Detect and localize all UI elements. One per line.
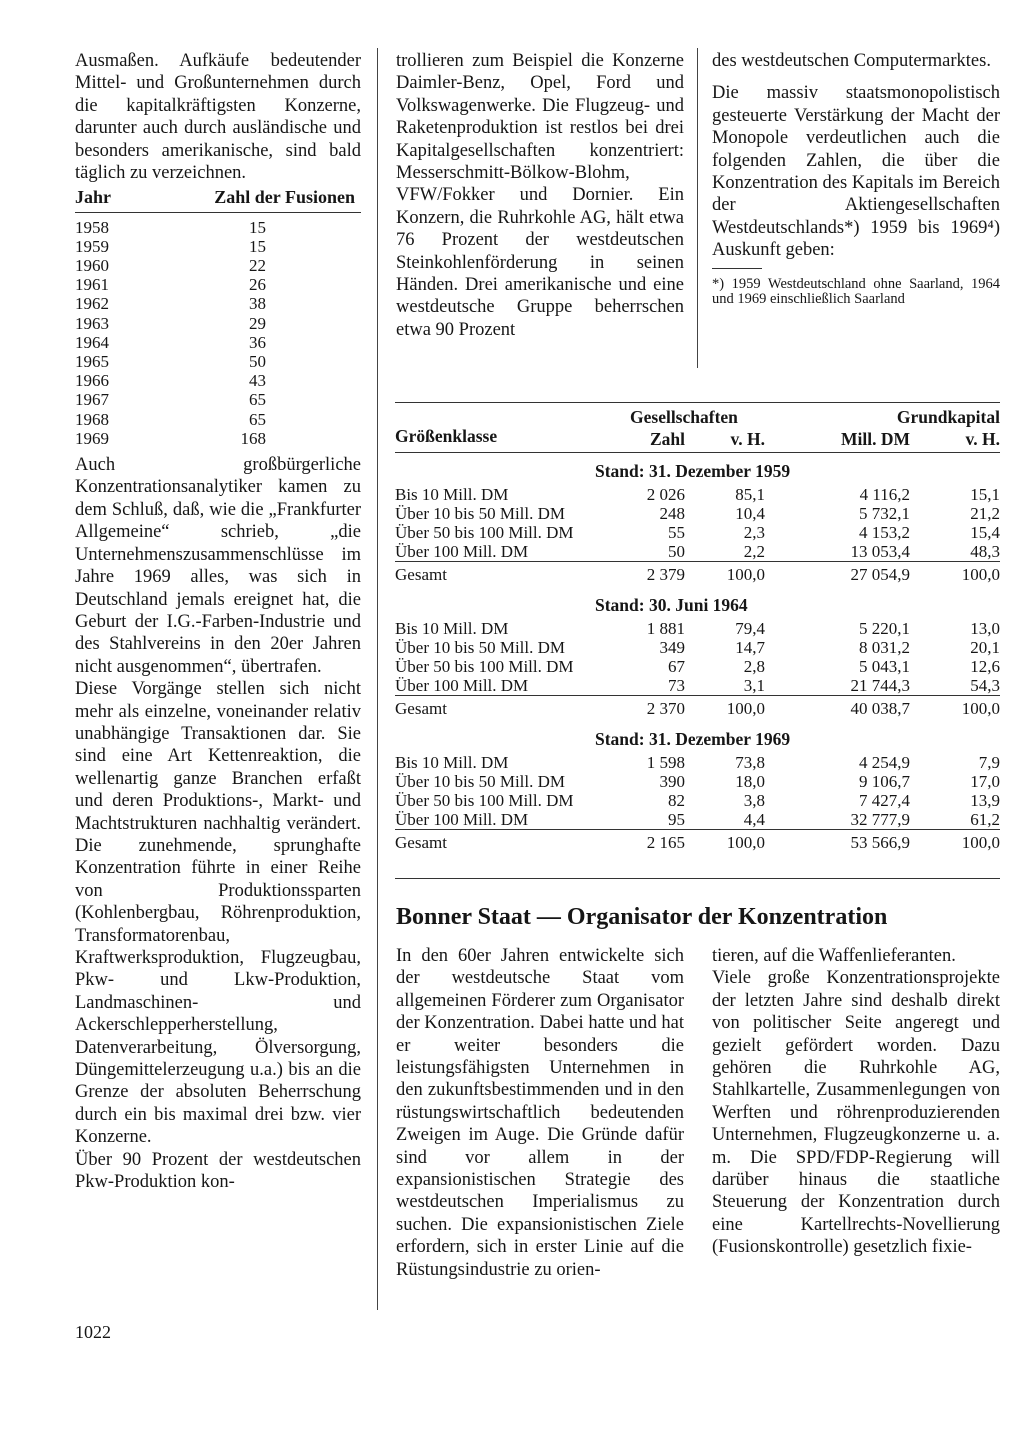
cell-pct: 100,0 xyxy=(685,562,765,588)
fusions-count: 15 xyxy=(249,217,266,237)
cell-label: Über 10 bis 50 Mill. DM xyxy=(395,638,565,657)
cell-pct: 73,8 xyxy=(735,753,765,772)
column-2 xyxy=(396,50,684,341)
data-row xyxy=(395,523,1000,542)
fusions-count: 22 xyxy=(249,256,266,276)
fusions-year: 1962 xyxy=(75,294,109,314)
fusions-row xyxy=(75,390,361,409)
col3-paragraph-2: Die massiv staatsmonopolistisch gesteuerte Verstärkung der Macht der Monopole verdeutlichen auch die folgenden Zahlen, die über die Konzentration des Kapitals im Bereich der Aktiengesellschaften Westdeutschlands*) 1959 bis 1969⁴) Auskunft geben: xyxy=(712,83,1000,261)
page-number: 1022 xyxy=(75,1322,111,1342)
cell-label: Über 100 Mill. DM xyxy=(395,676,529,695)
cell-label: Über 10 bis 50 Mill. DM xyxy=(395,772,565,791)
col1-paragraph-1: Ausmaßen. Aufkäufe bedeutender Mittel- und Großunternehmen durch die kapitalkräftigsten Konzerne, darunter auch durch ausländische und besonders amerikanische, sind bald täglich zu verzeichnen. xyxy=(75,51,361,184)
cell-capital: 40 038,7 xyxy=(765,696,910,722)
data-row xyxy=(395,810,1000,830)
stand-label: Stand: 30. Juni 1964 xyxy=(595,595,748,615)
col3-paragraph-1: des westdeutschen Computermarktes. xyxy=(712,51,991,71)
fusions-row xyxy=(75,237,361,256)
cell-count: 95 xyxy=(668,810,685,829)
col1-paragraph-3: Diese Vorgänge stellen sich nicht mehr als einzelne, voneinander relativ unabhängige Transaktionen dar. Sie sind eine Art Kettenreaktion, die wellenartig ganze Branchen erfaßt und deren Produktions-, Markt- und Machtstrukturen nachhaltig verändert. Die zunehmende, sprunghafte Konzentration führte in einer Reihe von Produktionssparten (Kohlenbergbau, Röhrenproduktion, Transformatorenbau, Kraftwerksproduktion, Flugzeugbau, Pkw- und Lkw-Produktion, Landmaschinen- und Ackerschlepperherstellung, Datenverarbeitung, Ölversorgung, Düngemittelerzeugung u.a.) bis an die Grenze der absoluten Beherrschung durch ein bis maximal drei bzw. vier Konzerne. xyxy=(75,679,361,1148)
cell-label: Über 50 bis 100 Mill. DM xyxy=(395,791,574,810)
cell-cpct: 12,6 xyxy=(970,657,1000,676)
cell-pct: 2,2 xyxy=(743,542,765,561)
cell-capital: 7 427,4 xyxy=(859,791,910,810)
cell-label: Gesamt xyxy=(395,696,630,722)
cell-count: 73 xyxy=(668,676,685,695)
cell-cpct: 15,4 xyxy=(970,523,1000,542)
cell-cpct: 100,0 xyxy=(910,696,1000,722)
cell-label: Über 50 bis 100 Mill. DM xyxy=(395,657,574,676)
fusions-count: 65 xyxy=(249,409,266,429)
fusions-year: 1959 xyxy=(75,236,109,256)
cell-cpct: 17,0 xyxy=(970,772,1000,791)
cell-cpct: 54,3 xyxy=(970,676,1000,695)
fusions-count: 26 xyxy=(249,275,266,295)
data-row xyxy=(395,657,1000,676)
cell-label: Gesamt xyxy=(395,562,630,588)
fusions-year: 1958 xyxy=(75,217,109,237)
cell-count: 55 xyxy=(668,523,685,542)
cell-pct: 2,3 xyxy=(743,523,765,542)
data-row xyxy=(395,791,1000,810)
fusions-count: 65 xyxy=(249,390,266,410)
cell-count: 2 379 xyxy=(630,562,685,588)
cell-pct: 100,0 xyxy=(685,830,765,856)
fusions-year: 1961 xyxy=(75,275,109,295)
fusions-row xyxy=(75,212,361,237)
cell-cpct: 100,0 xyxy=(910,830,1000,856)
cell-cpct: 7,9 xyxy=(978,753,1000,772)
cell-pct: 14,7 xyxy=(735,638,765,657)
fusions-count: 36 xyxy=(249,332,266,352)
cell-capital: 27 054,9 xyxy=(765,562,910,588)
header-pct: v. H. xyxy=(730,429,765,449)
fusions-year: 1965 xyxy=(75,352,109,372)
fusions-count: 168 xyxy=(240,428,266,448)
fusions-count: 29 xyxy=(249,313,266,333)
fusions-row xyxy=(75,314,361,333)
fusions-header-count: Zahl der Fusionen xyxy=(195,188,361,212)
cell-pct: 79,4 xyxy=(735,619,765,638)
cell-cpct: 61,2 xyxy=(970,810,1000,829)
fusions-row xyxy=(75,294,361,313)
data-row xyxy=(395,753,1000,772)
fusions-header-year: Jahr xyxy=(75,188,195,212)
footnote: *) 1959 Westdeutschland ohne Saarland, 1964 und 1969 einschließlich Saarland xyxy=(712,275,1000,307)
stand-row xyxy=(395,721,1000,753)
data-row xyxy=(395,772,1000,791)
cell-count: 390 xyxy=(659,772,685,791)
data-row xyxy=(395,619,1000,638)
fusions-count: 38 xyxy=(249,294,266,314)
cell-label: Über 50 bis 100 Mill. DM xyxy=(395,523,574,542)
cell-count: 1 598 xyxy=(646,753,685,772)
cell-count: 248 xyxy=(659,504,685,523)
header-pct-capital: v. H. xyxy=(965,429,1000,449)
fusions-row xyxy=(75,371,361,390)
stand-row xyxy=(395,453,1000,485)
fusions-row xyxy=(75,256,361,275)
cell-capital: 9 106,7 xyxy=(859,772,910,791)
cell-capital: 5 220,1 xyxy=(859,619,910,638)
cell-cpct: 15,1 xyxy=(970,485,1000,504)
cell-cpct: 100,0 xyxy=(910,562,1000,588)
fusions-row xyxy=(75,429,361,448)
fusions-year: 1964 xyxy=(75,332,109,352)
fusions-year: 1968 xyxy=(75,409,109,429)
fusions-count: 43 xyxy=(249,371,266,391)
lower-right-paragraph-2: Viele große Konzentrationsprojekte der letzten Jahre sind deshalb direkt von politischer Seite angeregt und gezielt gefördert worden. Dazu gehören die Ruhrkohle AG, Stahlkartelle, Zusammenlegungen von Werften und röhrenproduzierenden Unternehmen, Flugzeugkonzerne u. a. m. Die SPD/FDP-Regierung will darüber hinaus die staatliche Steuerung der Konzentration durch eine Kartellrechts-Novellierung (Fusionskontrolle) gesetzlich fixie- xyxy=(712,968,1000,1258)
fusions-row xyxy=(75,410,361,429)
col2-paragraph-1: trollieren zum Beispiel die Konzerne Daimler-Benz, Opel, Ford und Volkswagenwerke. Die Flugzeug- und Raketenproduktion ist restlos bei drei Kapitalgesellschaften konzentriert: Messerschmitt-Bölkow-Blohm, VFW/Fokker und Dornier. Ein Konzern, die Ruhrkohle AG, hält etwa 76 Prozent der westdeutschen Steinkohlenförderung in seinen Händen. Drei amerikanische und eine westdeutsche Gruppe beherrschen etwa 90 Prozent xyxy=(396,51,684,340)
cell-capital: 13 053,4 xyxy=(850,542,910,561)
section-heading: Bonner Staat — Organisator der Konzentration xyxy=(396,904,888,930)
cell-count: 2 026 xyxy=(646,485,685,504)
total-row xyxy=(395,696,1000,722)
cell-pct: 18,0 xyxy=(735,772,765,791)
lower-left-column xyxy=(396,945,684,1281)
fusions-table-body xyxy=(75,212,361,448)
cell-cpct: 13,0 xyxy=(970,619,1000,638)
capital-table-top-rule xyxy=(395,402,1000,403)
fusions-row xyxy=(75,352,361,371)
fusions-row xyxy=(75,275,361,294)
data-row xyxy=(395,542,1000,562)
cell-cpct: 13,9 xyxy=(970,791,1000,810)
cell-label: Bis 10 Mill. DM xyxy=(395,485,509,504)
fusions-table xyxy=(75,188,361,448)
column-3 xyxy=(712,50,1000,307)
cell-capital: 4 153,2 xyxy=(859,523,910,542)
fusions-year: 1966 xyxy=(75,371,109,391)
total-row xyxy=(395,562,1000,588)
cell-pct: 100,0 xyxy=(685,696,765,722)
cell-capital: 21 744,3 xyxy=(850,676,910,695)
lower-left-paragraph-1: In den 60er Jahren entwickelte sich der westdeutsche Staat vom allgemeinen Förderer zum Organisator der Konzentration. Dabei hatte und hat er weiter besonders die leistungsfähigsten Unternehmen in den zukunftsbestimmenden und in den rüstungswirtschaftlich bedeutenden Zweigen im Auge. Die Gründe dafür sind vor allem in der expansionistischen Strategie des westdeutschen Imperialismus zu suchen. Die expansionistischen Ziele erfordern, sich in erster Linie auf die Rüstungsindustrie zu orien- xyxy=(396,946,684,1280)
cell-count: 50 xyxy=(668,542,685,561)
col1-paragraph-4: Über 90 Prozent der westdeutschen Pkw-Produktion kon- xyxy=(75,1149,361,1193)
capital-table-body xyxy=(395,453,1000,855)
header-capital: Grundkapital xyxy=(896,407,1000,427)
cell-count: 349 xyxy=(659,638,685,657)
fusions-year: 1960 xyxy=(75,256,109,276)
data-row xyxy=(395,676,1000,696)
cell-pct: 3,8 xyxy=(743,791,765,810)
cell-capital: 4 254,9 xyxy=(859,753,910,772)
cell-label: Über 100 Mill. DM xyxy=(395,810,529,829)
cell-capital: 32 777,9 xyxy=(850,810,910,829)
fusions-count: 15 xyxy=(249,236,266,256)
cell-cpct: 20,1 xyxy=(970,638,1000,657)
cell-capital: 53 566,9 xyxy=(765,830,910,856)
cell-pct: 10,4 xyxy=(735,504,765,523)
header-size-class: Größenklasse xyxy=(395,426,498,446)
column-divider-2 xyxy=(697,48,698,368)
cell-count: 2 370 xyxy=(630,696,685,722)
fusions-count: 50 xyxy=(249,352,266,372)
data-row xyxy=(395,638,1000,657)
cell-label: Über 10 bis 50 Mill. DM xyxy=(395,504,565,523)
column-1 xyxy=(75,50,361,1193)
data-row xyxy=(395,485,1000,504)
fusions-year: 1967 xyxy=(75,390,109,410)
data-row xyxy=(395,504,1000,523)
stand-label: Stand: 31. Dezember 1969 xyxy=(595,729,791,749)
capital-table xyxy=(395,408,1000,855)
cell-count: 82 xyxy=(668,791,685,810)
fusions-row xyxy=(75,333,361,352)
header-companies: Gesellschaften xyxy=(630,407,738,427)
col1-paragraph-2: Auch großbürgerliche Konzentrationsanalytiker kamen zu dem Schluß, daß, wie die „Frankfurter Allgemeine“ schrieb, „die Unternehmenszusammenschlüsse im Jahre 1969 alles, was sich in Deutschland jemals ereignet hat, die Geburt der I.G.-Farben-Industrie und des Stahlvereins in den 20er Jahren nicht ausgenommen“, übertrafen. xyxy=(75,455,361,677)
lower-right-column xyxy=(712,945,1000,1259)
cell-capital: 5 043,1 xyxy=(859,657,910,676)
cell-pct: 4,4 xyxy=(743,810,765,829)
lower-right-paragraph-1: tieren, auf die Waffenlieferanten. xyxy=(712,946,956,966)
cell-cpct: 21,2 xyxy=(970,504,1000,523)
footnote-rule xyxy=(712,268,762,269)
cell-count: 2 165 xyxy=(630,830,685,856)
cell-count: 1 881 xyxy=(646,619,685,638)
header-mill-dm: Mill. DM xyxy=(840,429,910,449)
header-count: Zahl xyxy=(649,429,685,449)
cell-capital: 4 116,2 xyxy=(859,485,910,504)
total-row xyxy=(395,830,1000,856)
column-divider-1 xyxy=(377,48,378,1310)
cell-pct: 2,8 xyxy=(743,657,765,676)
cell-label: Bis 10 Mill. DM xyxy=(395,619,509,638)
cell-capital: 5 732,1 xyxy=(859,504,910,523)
cell-cpct: 48,3 xyxy=(970,542,1000,561)
fusions-year: 1963 xyxy=(75,313,109,333)
stand-label: Stand: 31. Dezember 1959 xyxy=(595,461,791,481)
capital-table-bottom-rule xyxy=(395,878,1000,879)
fusions-year: 1969 xyxy=(75,428,109,448)
cell-count: 67 xyxy=(668,657,685,676)
cell-capital: 8 031,2 xyxy=(859,638,910,657)
cell-label: Über 100 Mill. DM xyxy=(395,542,529,561)
cell-pct: 3,1 xyxy=(743,676,765,695)
stand-row xyxy=(395,587,1000,619)
cell-pct: 85,1 xyxy=(735,485,765,504)
cell-label: Bis 10 Mill. DM xyxy=(395,753,509,772)
cell-label: Gesamt xyxy=(395,830,630,856)
